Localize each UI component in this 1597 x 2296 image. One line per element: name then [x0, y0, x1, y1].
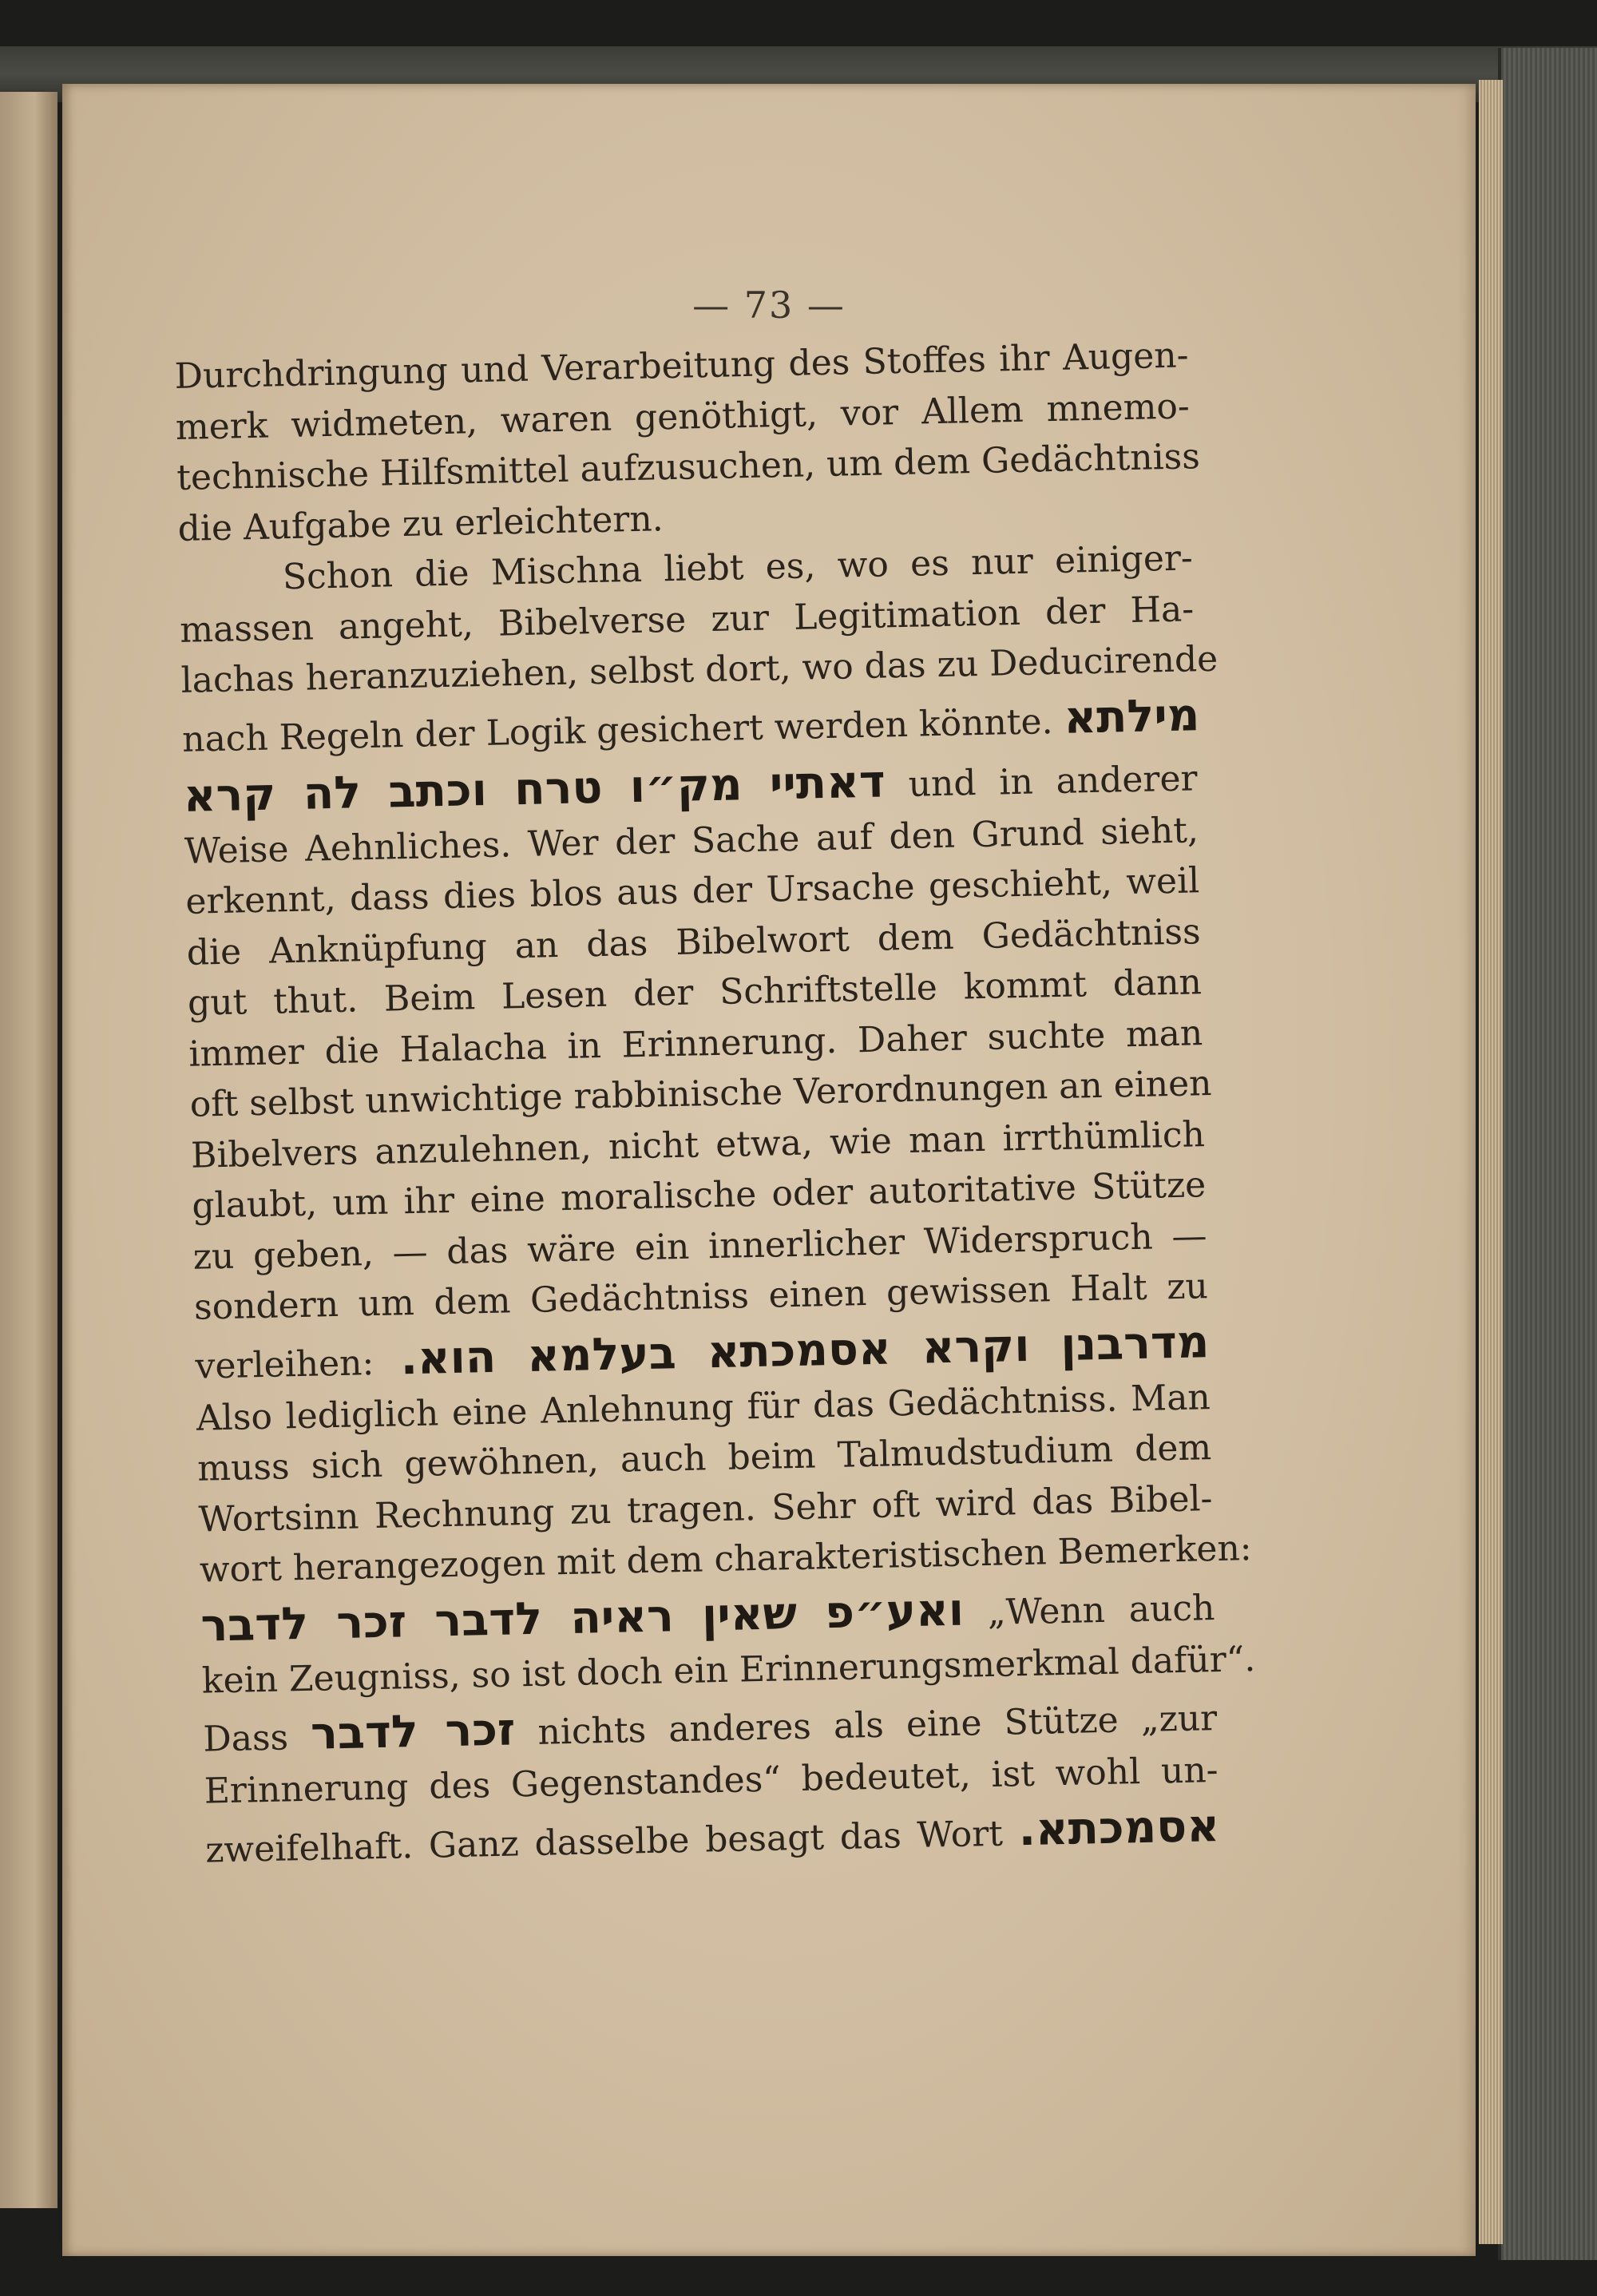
hebrew-quote: זכר לדבר: [310, 1703, 516, 1760]
text-line: glaubt, um ihr eine moralische oder autoritative Stütze: [191, 1164, 1207, 1227]
hebrew-quote: דאתיי מק״ו טרח וכתב לה קרא: [182, 755, 886, 823]
hebrew-quote: מדרבנן וקרא אסמכתא בעלמא הוא.: [399, 1315, 1210, 1385]
text-line: Weise Aehnliches. Wer der Sache auf den Grund sieht,: [184, 809, 1199, 872]
hebrew-quote: מילתא: [1063, 688, 1200, 744]
body-text: [174, 330, 1256, 1877]
text-line: lachas heranzuziehen, selbst dort, wo das zu Deducirende: [180, 638, 1219, 701]
text-line: wort herangezogen mit dem charakteristischen Bemerken:: [199, 1528, 1253, 1591]
text-fragment: verleihen:: [195, 1342, 374, 1387]
text-line: Schon die Mischna liebt es, wo es nur einiger-: [282, 537, 1194, 598]
text-line: oft selbst unwichtige rabbinische Verordnungen an einen: [189, 1062, 1212, 1125]
text-line: die Aufgabe zu erleichtern.: [177, 498, 664, 549]
text-line: technische Hilfsmittel aufzusuchen, um dem Gedächtniss: [176, 436, 1201, 498]
book-cover-right-edge: [1498, 48, 1597, 2260]
book-page: [62, 84, 1476, 2256]
text-line: die Anknüpfung an das Bibelwort dem Gedächtniss: [186, 910, 1202, 974]
text-fragment: Dass: [202, 1717, 289, 1760]
text-line: merk widmeten, waren genöthigt, vor Allem mnemo-: [175, 385, 1191, 448]
text-line: sondern um dem Gedächtniss einen gewissen Halt zu: [193, 1266, 1209, 1328]
text-fragment: „Wenn auch: [987, 1587, 1215, 1633]
text-line: Wortsinn Rechnung zu tragen. Sehr oft wird das Bibel-: [198, 1477, 1213, 1541]
text-line: Durchdringung und Verarbeitung des Stoffes ihr Augen-: [174, 335, 1189, 397]
hebrew-quote: אסמכתא.: [1017, 1799, 1220, 1856]
text-line: muss sich gewöhnen, auch beim Talmudstudium dem: [196, 1427, 1212, 1489]
text-line: Erinnerung des Gegenstandes“ bedeutet, ist wohl un-: [204, 1750, 1219, 1812]
hebrew-quote: ואע״פ שאין ראיה לדבר זכר לדבר: [200, 1584, 965, 1652]
text-fragment: nichts anderes als eine Stütze „zur: [537, 1698, 1218, 1753]
text-line: kein Zeugniss, so ist doch ein Erinnerungsmerkmal dafür“.: [201, 1638, 1256, 1702]
text-line: erkennt, dass dies blos aus der Ursache geschieht, weil: [184, 860, 1200, 922]
text-fragment: nach Regeln der Logik gesichert werden könnte.: [181, 700, 1053, 760]
text-line: zu geben, — das wäre ein innerlicher Widerspruch —: [192, 1215, 1208, 1278]
text-line: Also lediglich eine Anlehnung für das Gedächtniss. Man: [196, 1376, 1211, 1439]
text-line: massen angeht, Bibelverse zur Legitimation der Ha-: [179, 588, 1195, 651]
text-line: gut thut. Beim Lesen der Schriftstelle kommt dann: [187, 962, 1203, 1024]
page-stack-edge: [1479, 80, 1503, 2244]
text-line: immer die Halacha in Erinnerung. Daher suchte man: [188, 1012, 1203, 1075]
text-fragment: und in anderer: [908, 757, 1199, 805]
facing-page-edge: [0, 92, 57, 2208]
text-line: Bibelvers anzulehnen, nicht etwa, wie man irrthümlich: [190, 1113, 1206, 1176]
text-fragment: zweifelhaft. Ganz dasselbe besagt das Wort: [204, 1813, 1004, 1871]
page-number: — 73 —: [692, 284, 846, 327]
